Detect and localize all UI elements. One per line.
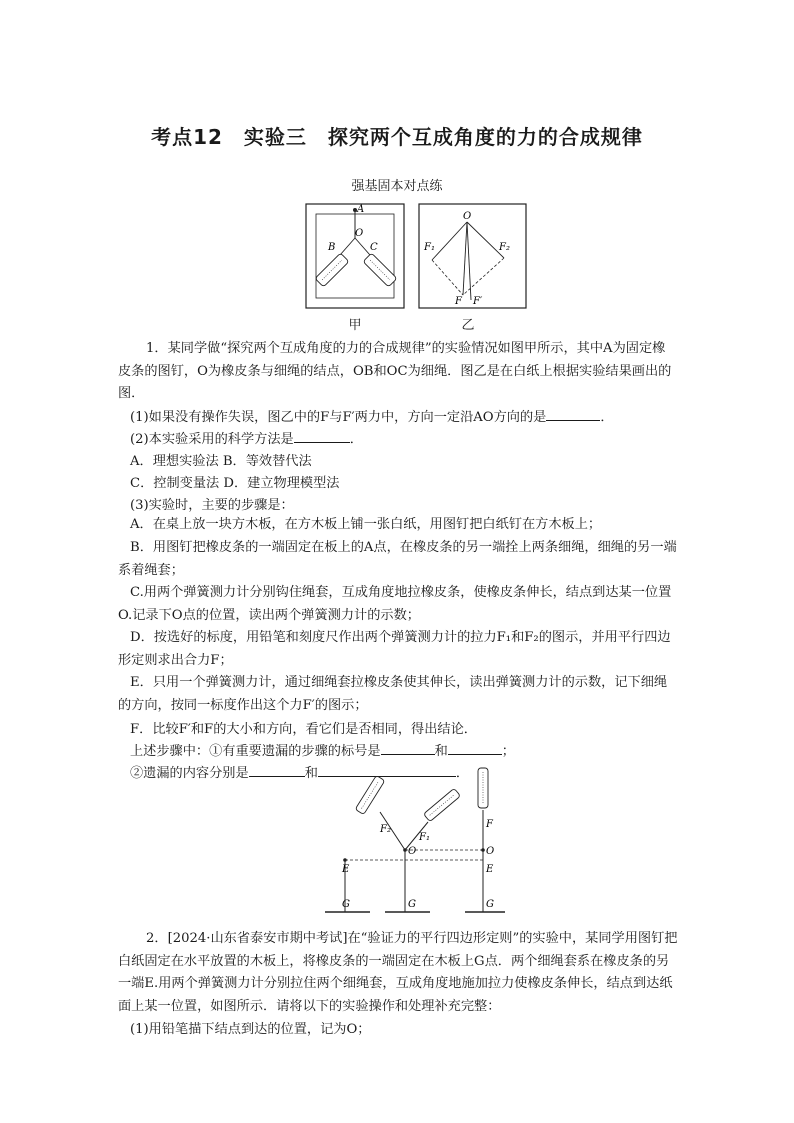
q1-sub2-text: (2)本实验采用的科学方法是: [130, 432, 294, 447]
fig2-label-F: F: [486, 819, 493, 830]
q1-stepA: A．在桌上放一块方木板，在方木板上铺一张白纸，用图钉把白纸钉在方木板上；: [130, 517, 602, 532]
label-F: F: [455, 296, 462, 307]
figure-1-drawing: [300, 200, 530, 312]
q1-sub3: (3)实验时，主要的步骤是：: [130, 498, 294, 513]
label-B: B: [328, 242, 336, 253]
figure-2: [320, 760, 510, 916]
fig2-label-E3: E: [486, 864, 494, 875]
q1-sub2-end: ．: [349, 432, 363, 447]
label-Fprime: F′: [473, 296, 483, 307]
fig2-label-O1: O: [408, 846, 417, 857]
label-O2: O: [463, 211, 472, 222]
q1-answer-2-blank-a[interactable]: [249, 762, 305, 777]
q1-sub2: [130, 428, 363, 447]
q1-answer-1-text: 上述步骤中：①有重要遗漏的步骤的标号是: [130, 744, 381, 759]
q2-sub1: (1)用铅笔描下结点到达的位置，记为O；: [130, 1022, 371, 1037]
page-title: 考点12 实验三 探究两个互成角度的力的合成规律: [151, 125, 643, 149]
q2-paragraph: 2．[2024·山东省泰安市期中考试]在“验证力的平行四边形定则”的实验中，某同学用图钉把白纸固定在水平放置的木板上，将橡皮条的一端固定在木板上G点．两个细绳套系在橡皮条的另一端E.用两个弹簧测力计分别拉住两个细绳套，互成角度地施加拉力使橡皮条伸长，结点到达纸面上某一位置，如图所示．请将以下的实验操作和处理补充完整：: [118, 931, 678, 1014]
q1-answer-1-blank-b[interactable]: [448, 740, 502, 755]
q1-sub1: [130, 406, 614, 425]
q1-answer-1-blank-a[interactable]: [381, 740, 435, 755]
caption-yi: 乙: [461, 318, 475, 333]
q1-sub1-blank[interactable]: [546, 406, 600, 421]
label-A: A: [357, 204, 365, 215]
q1-stepB: B．用图钉把橡皮条的一端固定在板上的A点，在橡皮条的另一端拴上两条细绳，细绳的另一端系着绳套；: [118, 540, 677, 578]
label-C: C: [370, 242, 378, 253]
q1-answer-2-end: ．: [455, 766, 470, 781]
q1-sub1-text: (1)如果没有操作失误，图乙中的F与F′两力中，方向一定沿AO方向的是: [130, 410, 547, 425]
q1-answer-2-text: ②遗漏的内容分别是: [130, 766, 249, 781]
q1-text: 1．某同学做“探究两个互成角度的力的合成规律”的实验情况如图甲所示，其中A为固定橡皮条的图钉，O为橡皮条与细绳的结点，OB和OC为细绳．图乙是在白纸上根据实验结果画出的图．: [118, 341, 672, 401]
caption-jia: 甲: [348, 318, 362, 333]
q1-stepE: E．只用一个弹簧测力计，通过细绳套拉橡皮条使其伸长，读出弹簧测力计的示数，记下细绳的方向，按同一标度作出这个力F′的图示；: [118, 675, 668, 713]
label-F2: F₂: [499, 242, 510, 253]
q1-stepF: F．比较F′和F的大小和方向，看它们是否相同，得出结论．: [130, 722, 477, 737]
q1-sub2-blank[interactable]: [294, 428, 350, 443]
q1-options-cd: C．控制变量法 D．建立物理模型法: [130, 476, 340, 491]
fig2-label-G1: G: [342, 899, 350, 910]
q1-options-ab: A．理想实验法 B．等效替代法: [130, 454, 312, 469]
fig2-label-F2: F₂: [380, 824, 391, 835]
label-F1: F₁: [424, 242, 435, 253]
fig2-label-G3: G: [486, 899, 494, 910]
label-O: O: [355, 228, 364, 239]
q1-answer-1-and: 和: [434, 744, 448, 759]
fig2-label-E1: E: [342, 864, 350, 875]
q1-answer-2-and: 和: [304, 766, 318, 781]
q1-sub1-end: ．: [600, 410, 614, 425]
q1-answer-1-end: ；: [501, 744, 515, 759]
figure-1: [300, 200, 530, 312]
fig2-label-O3: O: [486, 846, 495, 857]
section-subtitle: 强基固本对点练: [351, 179, 443, 194]
q1-stepD: D．按选好的标度，用铅笔和刻度尺作出两个弹簧测力计的拉力F₁和F₂的图示，并用平行四边形定则求出合力F；: [118, 630, 671, 668]
q1-paragraph: [118, 338, 678, 406]
figure-2-drawing: [320, 760, 510, 916]
fig2-label-F1: F₁: [419, 832, 430, 843]
q1-stepC: C.用两个弹簧测力计分别钩住绳套，互成角度地拉橡皮条，使橡皮条伸长，结点到达某一位置O.记录下O点的位置，读出两个弹簧测力计的示数；: [118, 585, 672, 623]
fig2-label-G2: G: [408, 899, 416, 910]
q1-answer-1: [130, 740, 515, 759]
